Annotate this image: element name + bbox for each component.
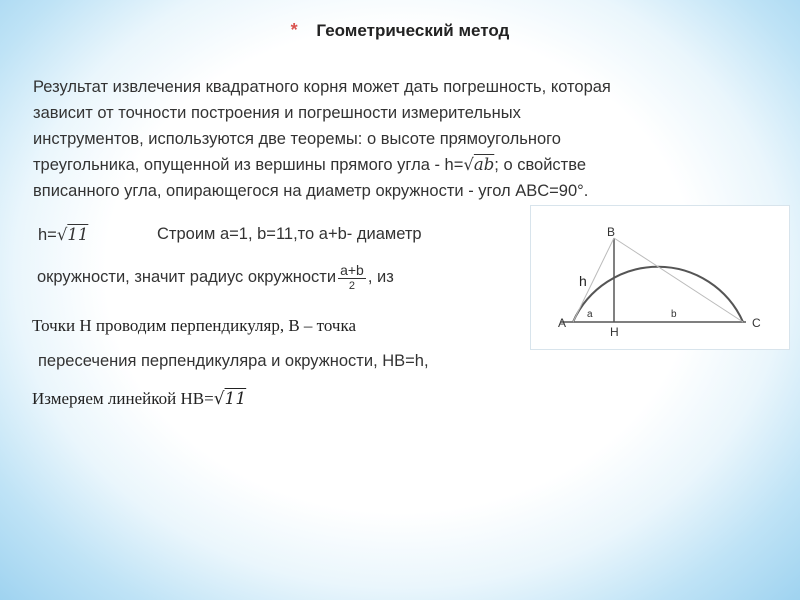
sqrt-symbol-row1: √ bbox=[56, 225, 68, 244]
chord-bc bbox=[614, 238, 743, 322]
radius-line bbox=[37, 262, 394, 293]
measure-line bbox=[32, 389, 246, 409]
label-c-point: C bbox=[752, 316, 761, 330]
paragraph-line-5: вписанного угла, опирающегося на диаметр окружности - угол ABC=90°. bbox=[33, 182, 589, 200]
fraction-numerator: a+b bbox=[340, 262, 364, 278]
sqrt-symbol: √ bbox=[463, 155, 474, 174]
measure-text: Измеряем линейкой HB= bbox=[32, 389, 214, 408]
radius-text-b: , из bbox=[367, 267, 394, 286]
label-h-point: H bbox=[610, 325, 619, 339]
sqrt-radicand-row5: 11 bbox=[224, 389, 247, 409]
semicircle-arc bbox=[573, 267, 743, 322]
label-h-lower: h bbox=[579, 273, 587, 289]
formula-h-root bbox=[38, 225, 88, 245]
slide-title bbox=[0, 20, 800, 41]
paragraph-line-1: Результат извлечения квадратного корня может дать погрешность, которая bbox=[33, 78, 611, 96]
paragraph-line-3: инструментов, используются две теоремы: о высоте прямоугольного bbox=[33, 130, 561, 148]
semicircle-diagram bbox=[530, 205, 790, 350]
radius-fraction bbox=[338, 262, 366, 293]
radius-text-a: окружности, значит радиус окружности bbox=[37, 267, 337, 286]
label-a-segment: a bbox=[587, 309, 593, 320]
sqrt-symbol-row5: √ bbox=[213, 389, 225, 409]
title-text: Геометрический метод bbox=[316, 21, 510, 40]
sqrt-radicand-ab: ab bbox=[473, 155, 495, 174]
fraction-denominator: 2 bbox=[348, 280, 355, 292]
sqrt-radicand-row1: 11 bbox=[67, 225, 89, 244]
line4-text-b: ; о свойстве bbox=[494, 156, 586, 174]
paragraph-line-4 bbox=[33, 152, 753, 178]
intersection-line-text: пересечения перпендикуляра и окружности, HB=h, bbox=[38, 352, 429, 370]
label-b-segment: b bbox=[671, 309, 677, 320]
diagram-svg bbox=[531, 206, 789, 349]
line4-text-a: треугольника, опущенной из вершины прямого угла - h= bbox=[33, 156, 464, 174]
perpendicular-line-text: Точки H проводим перпендикуляр, B – точка bbox=[32, 316, 357, 335]
label-b: B bbox=[607, 225, 616, 239]
construction-text: Строим a=1, b=11,то a+b- диаметр bbox=[157, 225, 422, 243]
formula-prefix: h= bbox=[38, 226, 57, 244]
label-a-point: A bbox=[558, 316, 567, 330]
paragraph-line-2: зависит от точности построения и погрешности измерительных bbox=[33, 104, 521, 122]
intro-paragraph bbox=[33, 74, 753, 204]
title-bullet-icon: * bbox=[290, 20, 298, 40]
